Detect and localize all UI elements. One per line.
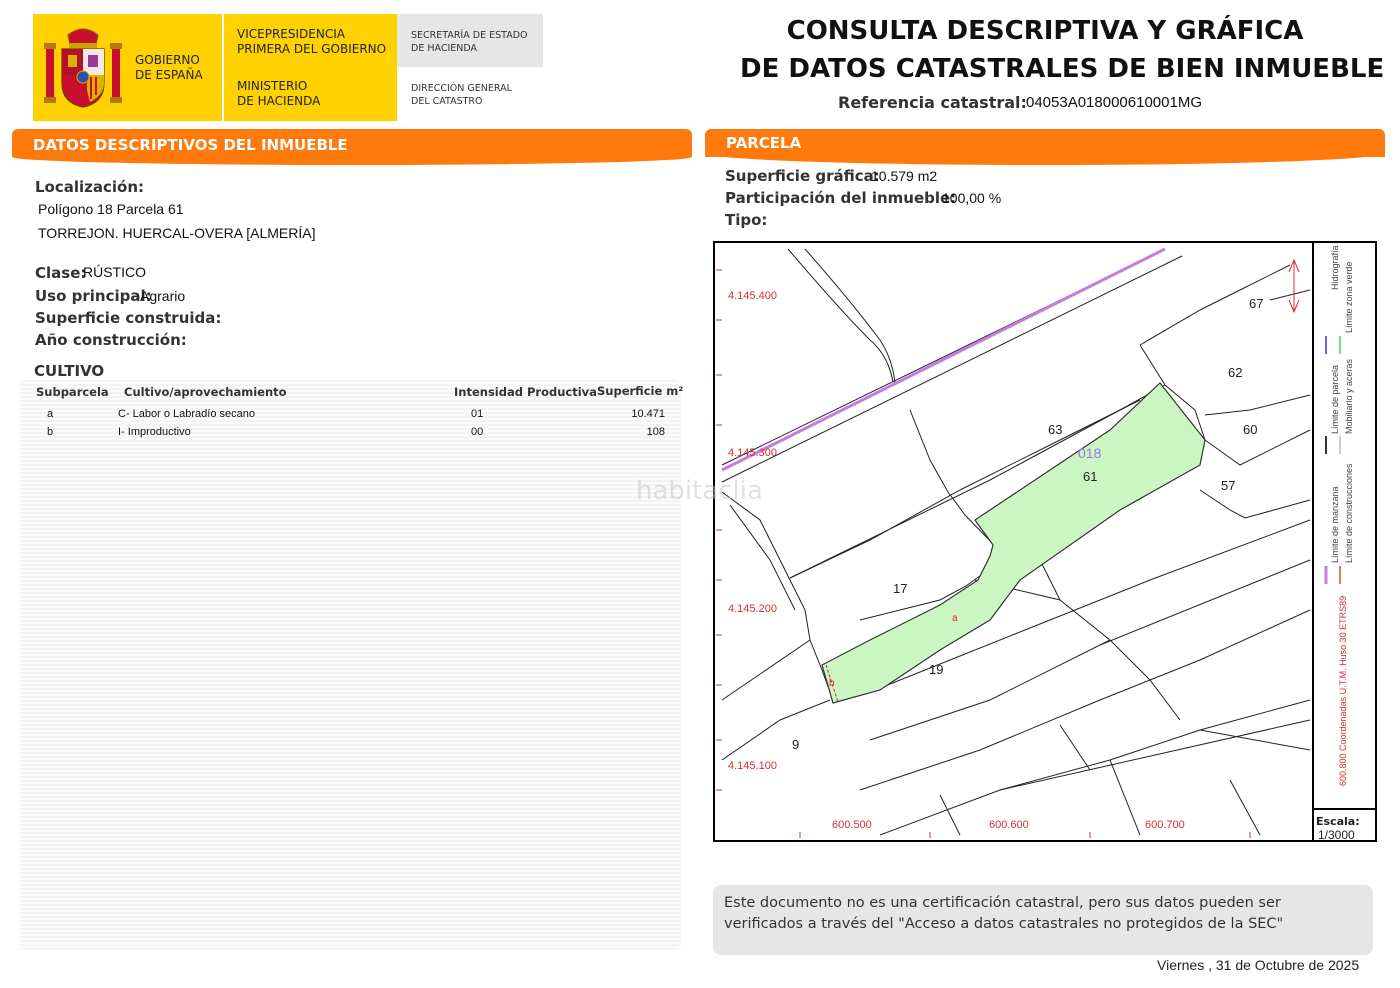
north-arrow-icon (1289, 260, 1299, 312)
cultivo-header-cultivo: Cultivo/aprovechamiento (124, 385, 287, 399)
cultivo-row-1-superficie: 10.471 (631, 408, 665, 420)
title-line-1: CONSULTA DESCRIPTIVA Y GRÁFICA (786, 16, 1304, 46)
descriptive-section-title: DATOS DESCRIPTIVOS DEL INMUEBLE (33, 136, 348, 154)
logo-divider (222, 14, 224, 121)
ref-value: 04053A018000610001MG (1026, 94, 1202, 111)
cultivo-table (19, 380, 684, 950)
scale-label: Escala: (1316, 815, 1360, 828)
coat-of-arms-icon (44, 25, 122, 109)
cultivo-row-2-superficie: 108 (646, 426, 665, 438)
localizacion-line-2: TORREJON. HUERCAL-OVERA [ALMERÍA] (38, 225, 316, 241)
uso-label: Uso principal: (35, 287, 152, 305)
y-coord-3: 4.145.200 (728, 603, 777, 615)
participacion-label: Participación del inmueble: (725, 189, 957, 207)
cultivo-row-1-cultivo: C- Labor o Labradío secano (118, 408, 255, 420)
legend-zona-verde: Límite zona verde (1344, 261, 1354, 333)
scale-separator (1314, 808, 1375, 810)
section-bar-curve (12, 157, 692, 165)
watermark: habitaclia (636, 476, 763, 506)
subparcel-label: b (829, 678, 835, 689)
secretary-label: SECRETARÍA DE ESTADO DE HACIENDA (411, 30, 528, 54)
parcel-map-drawing (715, 243, 1312, 838)
cultivo-row-1-subparcela: a (47, 408, 54, 420)
parcel-number: 57 (1221, 478, 1236, 493)
cultivo-row-2-intensidad: 00 (471, 426, 484, 438)
highlighted-parcel (822, 383, 1205, 703)
directorate-label: DIRECCIÓN GENERAL DEL CATASTRO (411, 83, 512, 107)
anio-construccion-label: Año construcción: (35, 331, 187, 349)
x-coord-1: 600.500 (832, 819, 872, 831)
gov-spain-label: GOBIERNO DE ESPAÑA (135, 53, 203, 82)
uso-value: Agrario (140, 288, 186, 304)
parcel-number: 60 (1243, 422, 1258, 437)
ministry-label: MINISTERIO DE HACIENDA (237, 79, 321, 108)
cultivo-header-superficie: Superficie m² (597, 384, 684, 398)
y-coord-2: 4.145.300 (728, 447, 777, 459)
localizacion-line-1: Polígono 18 Parcela 61 (38, 201, 184, 217)
x-coord-2: 600.600 (989, 819, 1029, 831)
parcel-number: 17 (893, 581, 908, 596)
cultivo-row-2-subparcela: b (47, 426, 54, 438)
clase-value: RÚSTICO (83, 264, 146, 280)
document-date: Viernes , 31 de Octubre de 2025 (1157, 957, 1360, 973)
superficie-grafica-label: Superficie gráfica: (725, 167, 880, 185)
cultivo-header-subparcela: Subparcela (36, 385, 109, 399)
tipo-label: Tipo: (725, 211, 768, 229)
legend-separator (1312, 243, 1314, 840)
legend-construcciones: Límite de construcciones (1344, 463, 1354, 563)
legend-manzana: Límite de manzana (1330, 486, 1340, 563)
cultivo-row-1-intensidad: 01 (471, 408, 484, 420)
legend-parcela: Límite de parcela (1330, 364, 1340, 434)
superficie-grafica-value: 10.579 m2 (871, 168, 938, 184)
cultivo-title: CULTIVO (34, 362, 105, 380)
descriptive-section-header (12, 129, 692, 157)
y-coord-1: 4.145.400 (728, 290, 777, 302)
localizacion-label: Localización: (35, 178, 145, 196)
x-coord-3: 600.700 (1145, 819, 1185, 831)
polygon-label: 018 (1078, 445, 1102, 461)
legend-coordenadas: 600.800 Coordenadas U.T.M. Huso 30 ETRS89 (1338, 595, 1348, 786)
superficie-construida-label: Superficie construida: (35, 309, 222, 327)
scale-value: 1/3000 (1318, 828, 1355, 842)
parcela-section-header (705, 129, 1385, 157)
y-coord-4: 4.145.100 (728, 760, 777, 772)
parcel-number: 67 (1249, 296, 1264, 311)
legend-hidrografia: Hidrografía (1330, 245, 1340, 290)
ref-label: Referencia catastral: (838, 93, 1027, 112)
parcela-section-title: PARCELA (726, 134, 802, 152)
legend-mobiliario: Mobiliario y aceras (1344, 358, 1354, 434)
hydrography-line (722, 249, 1165, 470)
verification-note: Este documento no es una certificación catastral, pero sus datos pueden ser verificados a través del "Acceso a datos catastrales no protegidos de la SEC" (724, 895, 1284, 932)
parcel-number: 63 (1048, 422, 1063, 437)
parcel-number: 61 (1083, 469, 1098, 484)
subparcel-label: a (952, 613, 958, 624)
vicepresidency-label: VICEPRESIDENCIA PRIMERA DEL GOBIERNO (237, 27, 387, 56)
cultivo-row-2-cultivo: I- Improductivo (118, 426, 191, 438)
parcel-number: 62 (1228, 365, 1243, 380)
participacion-value: 100,00 % (942, 190, 1002, 206)
page-title (740, 12, 1385, 88)
clase-label: Clase: (35, 264, 87, 282)
parcel-number: 9 (792, 737, 800, 752)
title-line-2: DE DATOS CATASTRALES DE BIEN INMUEBLE (740, 54, 1385, 84)
parcel-number: 19 (929, 662, 944, 677)
cultivo-header-intensidad: Intensidad Productiva (454, 385, 597, 399)
